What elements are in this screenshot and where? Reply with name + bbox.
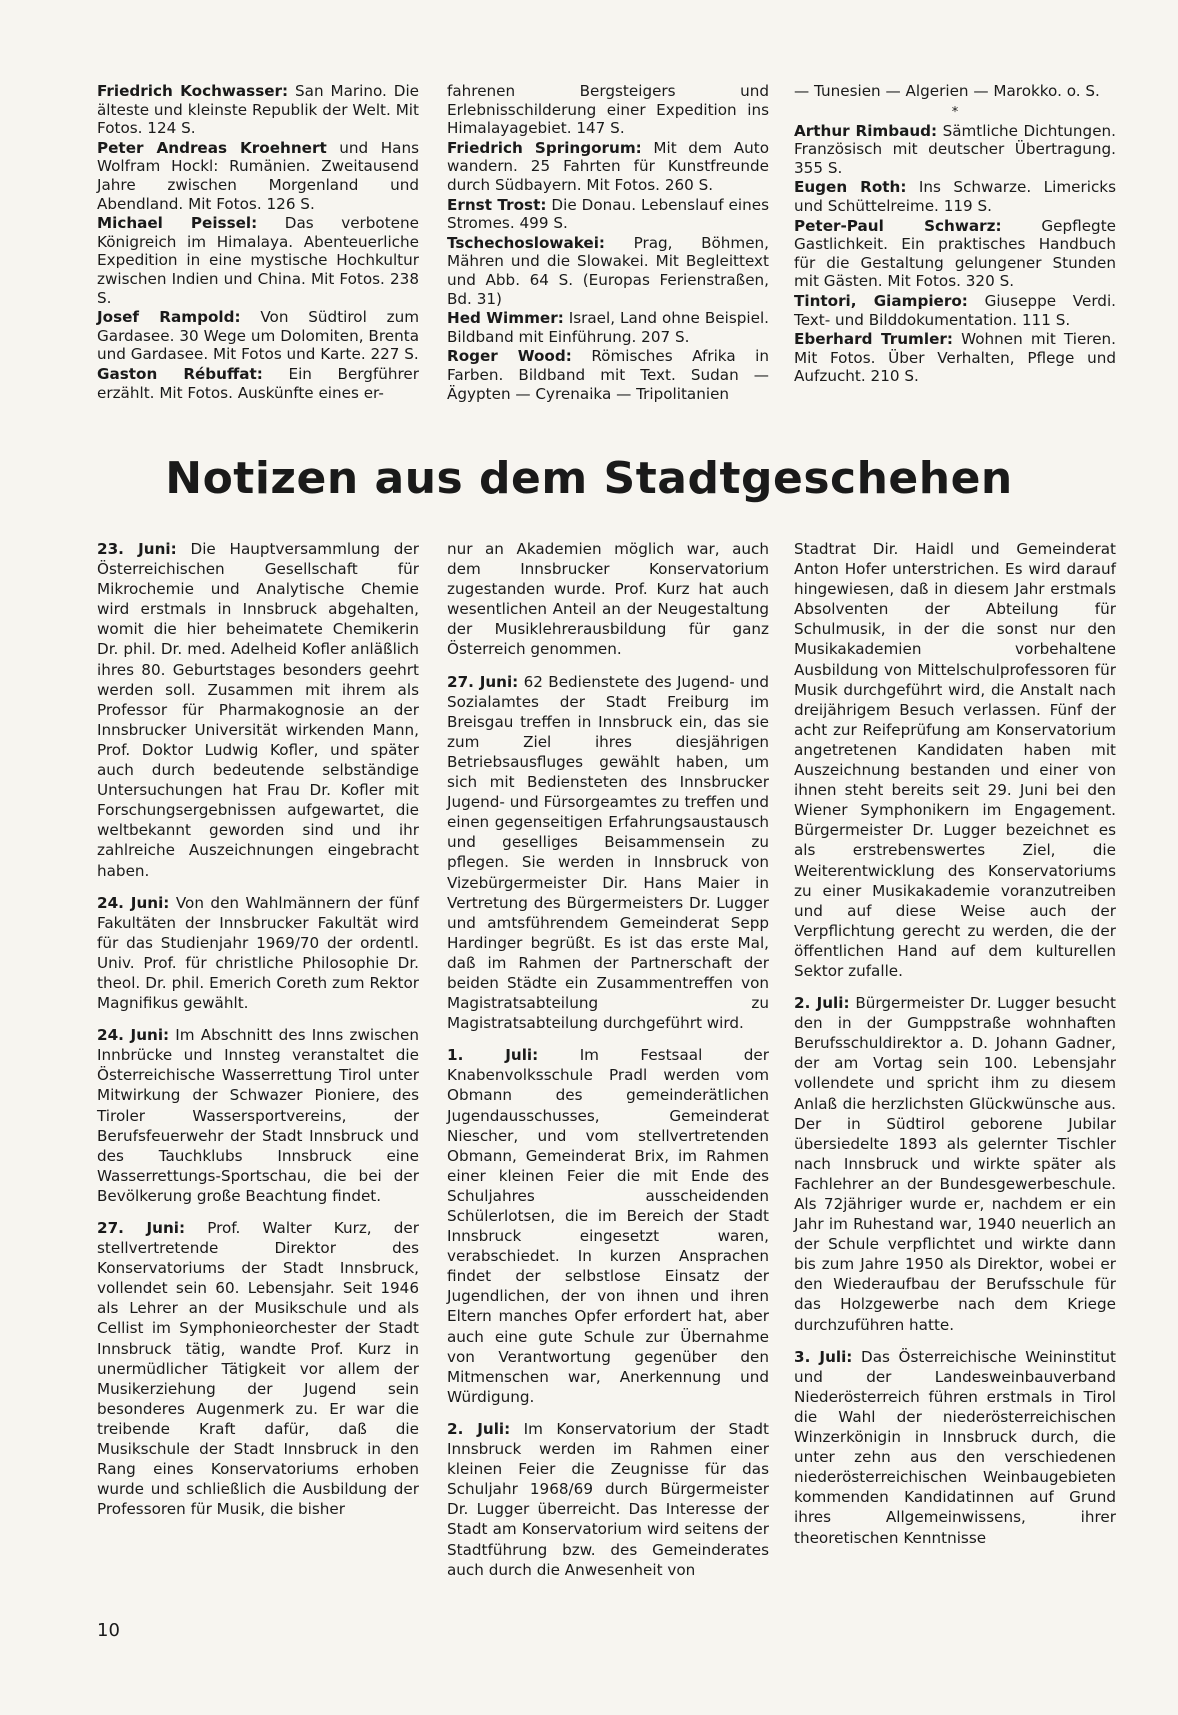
book-list-column-2 xyxy=(447,82,769,404)
book-author: Arthur Rimbaud: xyxy=(794,121,938,140)
section-headline: Notizen aus dem Stadtgeschehen xyxy=(165,453,1013,504)
book-entry xyxy=(447,347,769,403)
book-entry xyxy=(97,308,419,364)
page-number: 10 xyxy=(97,1620,120,1641)
book-entry xyxy=(97,214,419,307)
news-column-1 xyxy=(97,539,419,1531)
book-author: Ernst Trost: xyxy=(447,195,547,214)
book-entry xyxy=(447,234,769,308)
book-author: Roger Wood: xyxy=(447,347,572,366)
news-text: Das Österreichische Weininstitut und der Landesweinbauverband Niederösterreich führen erstmals in Tirol die Wahl der niederösterreichischen Winzerkönigin in Innsbruck durch, die unter zehn aus den verschiedenen niederösterreichischen Weinbaugebieten kommenden Kandidatinnen auf Grund ihres Allgemeinwissens, ihrer theoretischen Kenntnisse xyxy=(794,1347,1116,1547)
news-date: 24. Juni: xyxy=(97,1026,170,1045)
news-date: 1. Juli: xyxy=(447,1046,539,1065)
book-entry xyxy=(794,217,1116,291)
news-item xyxy=(97,539,419,881)
book-description: Ins Schwarze. Limericks und Schüttelreime. 119 S. xyxy=(794,178,1116,215)
book-author: Michael Peissel: xyxy=(97,214,258,233)
book-entry xyxy=(794,330,1116,386)
news-date: 24. Juni: xyxy=(97,893,170,912)
book-author: Tschechoslowakei: xyxy=(447,233,605,252)
news-text: 62 Bedienstete des Jugend- und Sozialamtes der Stadt Freiburg im Breisgau treffen in Innsbruck ein, das sie zum Ziel ihres diesjährigen Betriebsausfluges gewählt haben, um sich mit Bediensteten des Innsbrucker Jugend- und Fürsorgeamtes zu treffen und einen gegenseitigen Erfahrungsaustausch und geselliges Beisammensein zu pflegen. Sie werden in Innsbruck von Vizebürgermeister Dir. Hans Maier in Vertretung des Bürgermeisters Dr. Lugger und amtsführendem Gemeinderat Sepp Hardinger begrüßt. Es ist das erste Mal, daß im Rahmen der Partnerschaft der beiden Städte ein Zusammentreffen von Magistratsabteilung zu Magistratsabteilung durchgeführt wird. xyxy=(447,672,770,1033)
book-description: Giuseppe Verdi. Text- und Bilddokumentation. 111 S. xyxy=(794,291,1116,329)
news-text: Die Hauptversammlung der Österreichischen Gesellschaft für Mikrochemie und Analytische Chemie wird erstmals in Innsbruck abgehalten, womit die hier beheimatete Chemikerin Dr. phil. Dr. med. Adelheid Kofler anläßlich ihres 80. Geburtstages besonders geehrt werden soll. Zusammen mit ihrem als Professor für Pharmakognosie an der Innsbrucker Universität wirkenden Mann, Prof. Doktor Ludwig Kofler, und später auch durch bedeutende selbständige Untersuchungen hat Frau Dr. Kofler mit Forschungsergebnissen aufgewartet, die weltbekannt geworden sind und ihr zahlreiche Auszeichnungen eingebracht haben. xyxy=(97,540,420,880)
book-description: Wohnen mit Tieren. Mit Fotos. Über Verhalten, Pflege und Aufzucht. 210 S. xyxy=(794,330,1116,386)
book-entry-continued: fahrenen Bergsteigers und Erlebnisschilderung einer Expedition ins Himalayagebiet. 147 S. xyxy=(447,82,769,138)
book-entry xyxy=(794,292,1116,329)
book-description: Die Donau. Lebenslauf eines Stromes. 499 S. xyxy=(447,195,769,233)
news-column-2 xyxy=(447,539,769,1592)
book-description: Römisches Afrika in Farben. Bildband mit Text. Sudan — Ägypten — Cyrenaika — Tripolitanien xyxy=(447,347,769,403)
news-text: Im Abschnitt des Inns zwischen Innbrücke und Innsteg veranstaltet die Österreichische Wasserrettung Tirol unter Mitwirkung der Schwazer Pioniere, des Tiroler Wassersportvereins, der Berufsfeuerwehr der Stadt Innsbruck und des Tauchklubs Innsbruck eine Wasserrettungs-Sportschau, die bei der Bevölkerung große Beachtung findet. xyxy=(97,1026,419,1205)
news-item xyxy=(447,1045,769,1407)
news-item xyxy=(97,893,419,1014)
news-item xyxy=(97,1218,419,1519)
book-description: Das verbotene Königreich im Himalaya. Abenteuerliche Expedition in eine mystische Hochkultur zwischen Indien und China. Mit Fotos. 238 S. xyxy=(97,214,419,307)
news-text: Von den Wahlmännern der fünf Fakultäten der Innsbrucker Fakultät wird für das Studienjahr 1969/70 der ordentl. Univ. Prof. für christliche Philosophie Dr. theol. Dr. phil. Emerich Coreth zum Rektor Magnifikus gewählt. xyxy=(97,893,420,1013)
book-description: Mit dem Auto wandern. 25 Fahrten für Kunstfreunde durch Südbayern. Mit Fotos. 260 S. xyxy=(447,138,769,194)
book-description: und Hans Wolfram Hockl: Rumänien. Zweitausend Jahre zwischen Morgenland und Abendland. Mit Fotos. 126 S. xyxy=(97,138,419,213)
book-author: Friedrich Kochwasser: xyxy=(97,82,289,100)
book-entry xyxy=(447,139,769,195)
news-text: Bürgermeister Dr. Lugger besucht den in der Gumppstraße wohnhaften Berufsschuldirektor a. D. Johann Gadner, der am Vortag sein 100. Lebensjahr vollendete und spricht ihm zu diesem Anlaß die herzlichsten Glückwünsche aus. Der in Südtirol geborene Jubilar übersiedelte 1893 als gelernter Tischler nach Innsbruck und wirkte später als Fachlehrer an der Bundesgewerbeschule. Als 72jähriger wurde er, nachdem er ein Jahr im Ruhestand war, 1940 neuerlich an der Schule verpflichtet und wirkte dann bis zum Jahre 1950 als Direktor, wobei er den Wiederaufbau der Berufsschule für das Holzgewerbe nach dem Kriege durchzuführen hatte. xyxy=(794,994,1117,1334)
book-entry xyxy=(447,196,769,233)
book-entry xyxy=(97,82,419,138)
book-description: San Marino. Die älteste und kleinste Republik der Welt. Mit Fotos. 124 S. xyxy=(97,82,420,138)
book-description: Prag, Böhmen, Mähren und die Slowakei. Mit Begleittext und Abb. 64 S. (Europas Ferienstraßen, Bd. 31) xyxy=(447,233,770,308)
book-entry-continued: — Tunesien — Algerien — Marokko. o. S. xyxy=(794,82,1100,100)
book-list-column-1 xyxy=(97,82,419,403)
book-entry xyxy=(97,139,419,213)
news-text: Prof. Walter Kurz, der stellvertretende Direktor des Konservatoriums der Stadt Innsbruck, vollendet sein 60. Lebensjahr. Seit 1946 als Lehrer an der Musikschule und als Cellist im Symphonieorchester der Stadt Innsbruck tätig, wandte Prof. Kurz in unermüdlicher Tätigkeit vor allem der Musikerziehung der Jugend sein besonderes Augenmerk zu. Er war die treibende Kraft dafür, daß die Musikschule der Stadt Innsbruck in den Rang eines Konservatoriums erhoben wurde und schließlich die Ausbildung der Professoren für Musik, die bisher xyxy=(97,1219,419,1519)
book-list-column-3 xyxy=(794,82,1116,387)
news-item xyxy=(794,1347,1116,1548)
book-entry xyxy=(447,309,769,346)
book-author: Josef Rampold: xyxy=(97,308,241,327)
news-date: 27. Juni: xyxy=(97,1219,186,1237)
book-author: Eberhard Trumler: xyxy=(794,330,953,349)
book-entry xyxy=(794,122,1116,178)
book-author: Friedrich Springorum: xyxy=(447,138,642,157)
book-entry xyxy=(794,178,1116,215)
book-author: Gaston Rébuffat: xyxy=(97,364,263,383)
section-separator: * xyxy=(951,104,959,120)
book-author: Peter Andreas Kroehnert xyxy=(97,138,327,157)
news-item xyxy=(794,993,1116,1335)
news-item xyxy=(447,672,769,1034)
book-description: Von Südtirol zum Gardasee. 30 Wege um Dolomiten, Brenta und Gardasee. Mit Fotos und Karte. 227 S. xyxy=(97,308,419,364)
news-item xyxy=(447,1419,769,1580)
news-item xyxy=(97,1025,419,1206)
news-column-3 xyxy=(794,539,1116,1560)
book-author: Eugen Roth: xyxy=(794,178,907,197)
news-text: Im Festsaal der Knabenvolksschule Pradl werden vom Obmann des gemeinderätlichen Jugendausschusses, Gemeinderat Niescher, und vom stellvertretenden Obmann, Gemeinderat Brix, im Rahmen einer kleinen Feier die mit Ende des Schuljahres ausscheidenden Schülerlotsen, die im Bereich der Stadt Innsbruck eingesetzt waren, verabschiedet. In kurzen Ansprachen findet der selbstlose Einsatz der Jugendlichen, der von ihnen und ihren Eltern manches Opfer erfordert hat, aber auch eine gute Schule zur Übernahme von Verantwortung gegenüber den Mitmenschen war, Anerkennung und Würdigung. xyxy=(447,1046,769,1406)
news-text: Im Konservatorium der Stadt Innsbruck werden im Rahmen einer kleinen Feier die Zeugnisse für das Schuljahr 1968/69 durch Bürgermeister Dr. Lugger überreicht. Das Interesse der Stadt am Konservatorium wird seitens der Stadtführung bzw. des Gemeinderates auch durch die Anwesenheit von xyxy=(447,1419,770,1579)
news-date: 2. Juli: xyxy=(447,1419,511,1438)
news-date: 23. Juni: xyxy=(97,540,177,558)
book-author: Tintori, Giampiero: xyxy=(794,291,968,310)
book-description: Sämtliche Dichtungen. Französisch mit deutscher Übertragung. 355 S. xyxy=(794,121,1116,177)
news-date: 3. Juli: xyxy=(794,1347,853,1366)
book-description: Israel, Land ohne Beispiel. Bildband mit Einführung. 207 S. xyxy=(447,309,769,346)
news-date: 2. Juli: xyxy=(794,994,850,1013)
book-author: Peter-Paul Schwarz: xyxy=(794,216,1002,235)
news-date: 27. Juni: xyxy=(447,672,519,691)
news-item-continued: nur an Akademien möglich war, auch dem Innsbrucker Konservatorium zugestanden wurde. Prof. Kurz hat auch wesentlichen Anteil an der Neugestaltung der Musiklehrerausbildung für ganz Österreich genommen. xyxy=(447,540,769,659)
book-author: Hed Wimmer: xyxy=(447,309,564,328)
book-entry xyxy=(97,365,419,402)
news-item-continued: Stadtrat Dir. Haidl und Gemeinderat Anton Hofer unterstrichen. Es wird darauf hingewiesen, daß in diesem Jahr erstmals Absolventen der Abteilung für Schulmusik, in der die sonst nur den Musikakademien vorbehaltene Ausbildung von Mittelschulprofessoren für Musik durchgeführt wird, die Anstalt nach dreijährigem Besuch verlassen. Fünf der acht zur Reifeprüfung am Konservatorium angetretenen Kandidaten haben mit Auszeichnung bestanden und einer von ihnen steht bereits seit 29. Juni bei den Wiener Symphonikern im Engagement. Bürgermeister Dr. Lugger bezeichnet es als erstrebenswertes Ziel, die Weiterentwicklung des Konservatoriums zu einer Musikakademie voranzutreiben und auf diese Weise auch der Verpflichtung gerecht zu werden, die der öffentlichen Hand auf dem kulturellen Sektor zufalle. xyxy=(794,540,1116,980)
book-description: Ein Bergführer erzählt. Mit Fotos. Auskünfte eines er- xyxy=(97,364,419,402)
book-description: Gepflegte Gastlichkeit. Ein praktisches Handbuch für die Gestaltung gelungener Stunden mit Gästen. Mit Fotos. 320 S. xyxy=(794,216,1116,291)
